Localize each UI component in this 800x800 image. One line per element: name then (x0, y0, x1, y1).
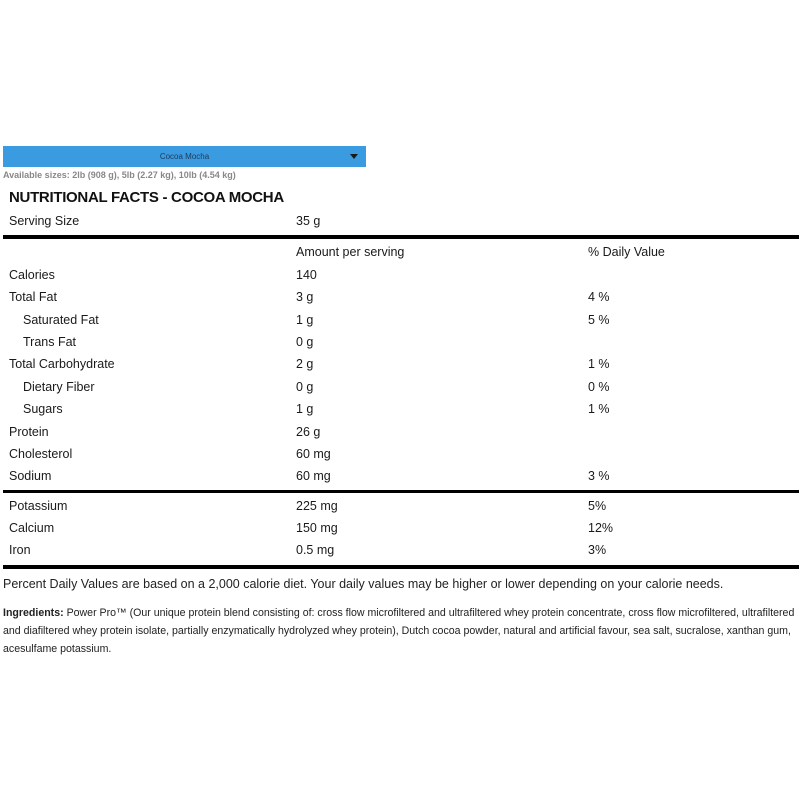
nutrient-amount: 0 g (296, 334, 314, 349)
table-row (3, 495, 799, 517)
table-row (3, 264, 799, 286)
nutrient-daily-value: 1 % (588, 402, 610, 417)
nutrient-amount: 3 g (296, 290, 314, 305)
nutrient-amount: 1 g (296, 312, 314, 327)
nutrient-amount: 60 mg (296, 446, 331, 461)
nutrient-name: Calcium (9, 521, 55, 536)
nutrient-amount: 2 g (296, 357, 314, 372)
nutrient-amount: 0 g (296, 379, 314, 394)
table-row (3, 309, 799, 331)
daily-value-footnote: Percent Daily Values are based on a 2,000 calorie diet. Your daily values may be higher or lower depending on your calorie needs. (3, 577, 724, 591)
page-title: NUTRITIONAL FACTS - COCOA MOCHA (9, 189, 284, 206)
nutrient-daily-value: 4 % (588, 290, 610, 305)
divider-thick-bottom (3, 565, 799, 569)
table-row (3, 421, 799, 443)
nutrient-rows (3, 264, 799, 488)
nutrient-amount: 0.5 mg (296, 543, 335, 558)
nutrient-amount: 60 mg (296, 469, 331, 484)
table-row (3, 539, 799, 561)
nutrient-name: Potassium (9, 498, 68, 513)
nutrient-name: Saturated Fat (23, 312, 99, 327)
nutrient-amount: 225 mg (296, 498, 338, 513)
nutrient-daily-value: 12% (588, 521, 614, 536)
available-sizes: Available sizes: 2lb (908 g), 5lb (2.27 kg), 10lb (4.54 kg) (3, 170, 236, 180)
ingredients-text: Power Pro™ (Our unique protein blend consisting of: cross flow microfiltered and ultrafiltered whey protein concentrate, cross flow microfiltered, ultrafiltered and diafiltered whey protein isolate, partially enzymatically hydrolyzed whey protein), Dutch cocoa powder, natural and artificial favour, sea salt, sucralose, xanthan gum, acesulfame potassium. (3, 607, 795, 655)
nutrient-name: Sugars (23, 402, 63, 417)
serving-size-label: Serving Size (9, 214, 80, 228)
nutrient-name: Total Fat (9, 290, 57, 305)
nutrient-daily-value: 5% (588, 498, 607, 513)
serving-size-value: 35 g (296, 214, 321, 228)
ingredients (3, 604, 799, 658)
table-row (3, 331, 799, 353)
flavor-select[interactable] (3, 146, 366, 167)
nutrient-daily-value: 0 % (588, 379, 610, 394)
nutrient-name: Total Carbohydrate (9, 357, 115, 372)
table-row (3, 398, 799, 420)
serving-size-row (3, 210, 799, 232)
nutrient-amount: 140 (296, 267, 317, 282)
ingredients-label: Ingredients: (3, 607, 64, 619)
nutrient-name: Iron (9, 543, 31, 558)
nutrient-amount: 1 g (296, 402, 314, 417)
table-row (3, 286, 799, 308)
header-daily-value: % Daily Value (588, 245, 665, 260)
header-amount: Amount per serving (296, 245, 405, 260)
table-row (3, 353, 799, 375)
nutrient-daily-value: 3 % (588, 469, 610, 484)
nutrient-name: Trans Fat (23, 334, 77, 349)
table-row (3, 443, 799, 465)
table-header (3, 241, 799, 263)
nutrient-name: Dietary Fiber (23, 379, 95, 394)
table-row (3, 465, 799, 487)
nutrient-amount: 150 mg (296, 521, 338, 536)
divider-medium (3, 490, 799, 493)
flavor-select-value: Cocoa Mocha (159, 152, 210, 161)
nutrient-name: Cholesterol (9, 446, 73, 461)
table-row (3, 376, 799, 398)
nutrient-daily-value: 3% (588, 543, 607, 558)
nutrition-table (3, 210, 799, 571)
divider-thick (3, 235, 799, 239)
nutrient-name: Protein (9, 424, 49, 439)
nutrient-name: Sodium (9, 469, 52, 484)
nutrient-amount: 26 g (296, 424, 321, 439)
nutrient-name: Calories (9, 267, 55, 282)
mineral-rows (3, 495, 799, 562)
chevron-down-icon[interactable] (350, 154, 358, 159)
table-row (3, 517, 799, 539)
nutrient-daily-value: 1 % (588, 357, 610, 372)
nutrient-daily-value: 5 % (588, 312, 610, 327)
